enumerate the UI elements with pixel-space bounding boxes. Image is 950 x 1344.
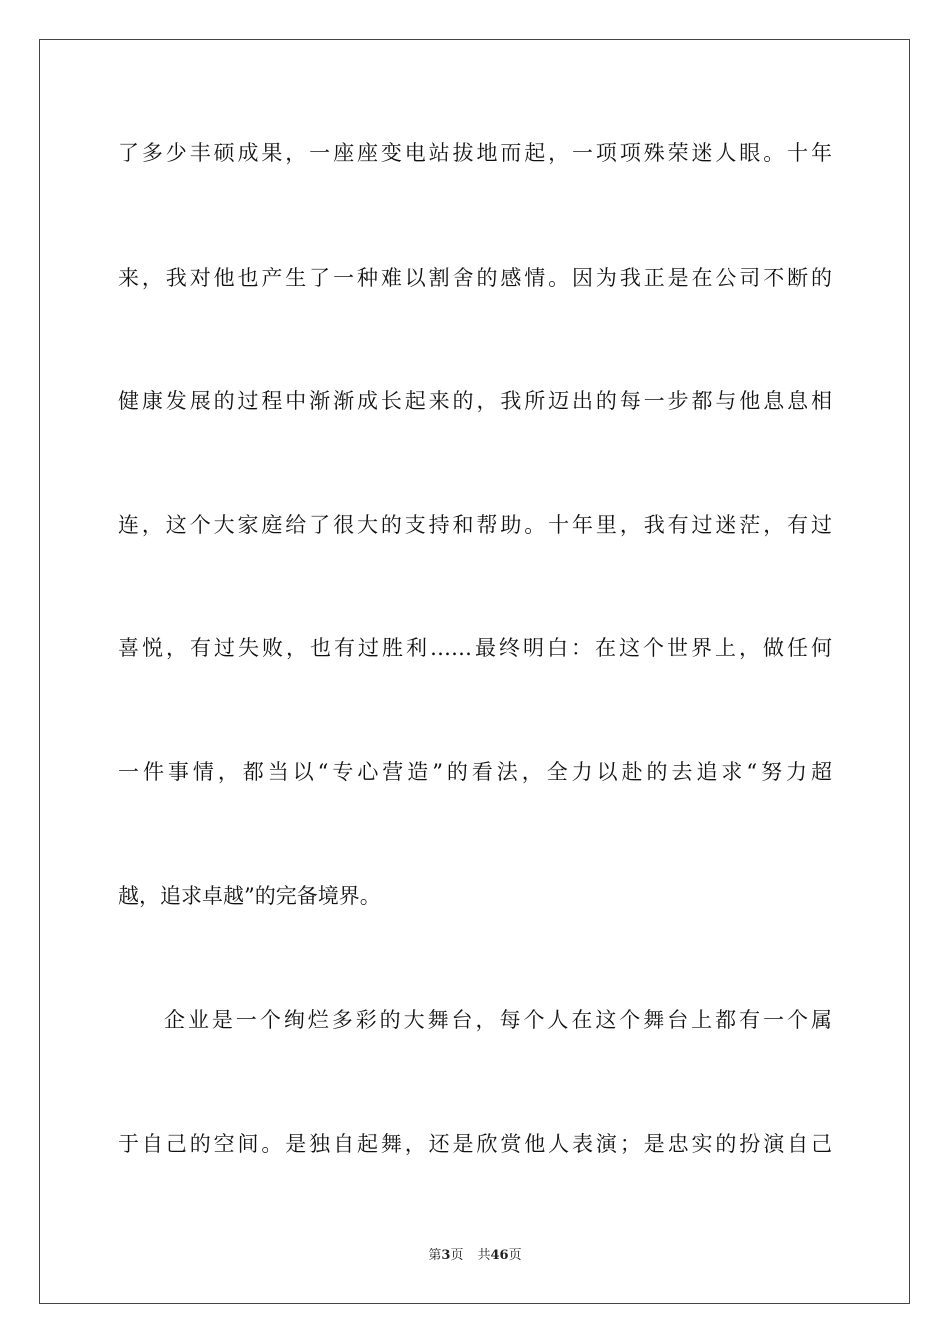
page-border: [39, 39, 910, 1304]
text-line-6: 一件事情，都当以“专心营造”的看法，全力以赴的去追求“努力超: [118, 760, 832, 784]
footer-total-pages: 46: [490, 1248, 509, 1263]
text-line-5: 喜悦，有过失败，也有过胜利……最终明白：在这个世界上，做任何: [118, 636, 832, 660]
text-line-9: 于自己的空间。是独自起舞，还是欣赏他人表演；是忠实的扮演自己: [118, 1132, 832, 1156]
text-line-2: 来，我对他也产生了一种难以割舍的感情。因为我正是在公司不断的: [118, 266, 832, 290]
footer-page-number: 3: [441, 1248, 451, 1263]
page-footer: [0, 1247, 950, 1265]
footer-total-suffix: 页: [508, 1248, 522, 1263]
footer-page-prefix: 第: [428, 1248, 442, 1263]
text-line-3: 健康发展的过程中渐渐成长起来的，我所迈出的每一步都与他息息相: [118, 389, 832, 413]
text-line-8-paragraph-start: 企业是一个绚烂多彩的大舞台，每个人在这个舞台上都有一个属: [164, 1008, 832, 1032]
footer-total-prefix: 共: [477, 1248, 491, 1263]
footer-page-suffix: 页: [450, 1248, 464, 1263]
text-line-7-paragraph-end: 越，追求卓越”的完备境界。: [118, 884, 381, 908]
text-line-4: 连，这个大家庭给了很大的支持和帮助。十年里，我有过迷茫，有过: [118, 513, 832, 537]
text-line-1: 了多少丰硕成果，一座座变电站拔地而起，一项项殊荣迷人眼。十年: [118, 141, 832, 165]
